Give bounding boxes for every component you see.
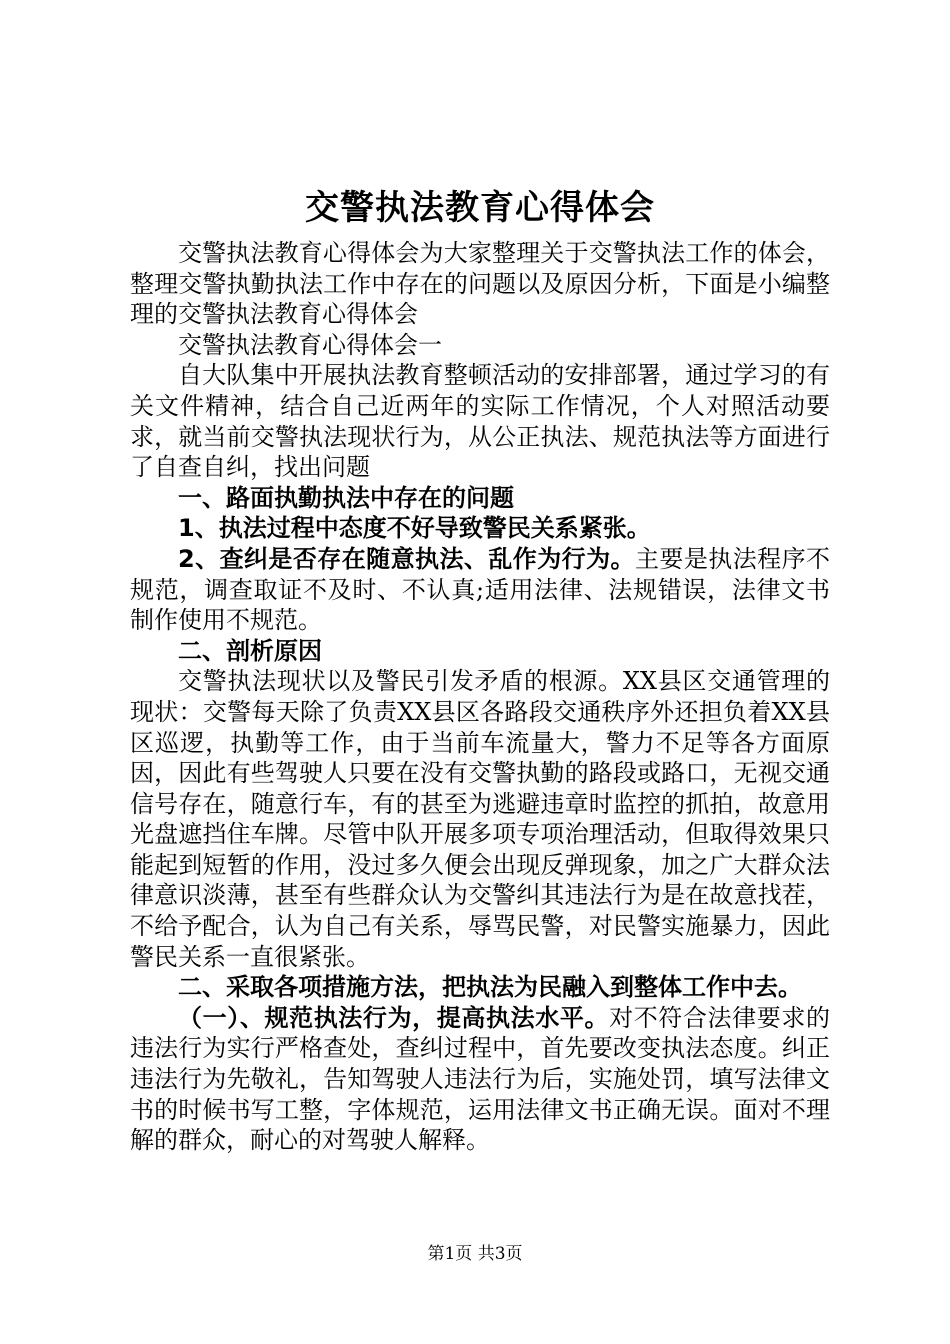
paragraph-text: 自大队集中开展执法教育整顿活动的安排部署，通过学习的有关文件精神，结合自己近两年的实际工作情况，个人对照活动要求，就当前交警执法现状行为，从公正执法、规范执法等方面进行了自查自纠，找出问题 [130,361,830,482]
paragraph-subtitle [130,330,830,361]
page-number-label: 第1页 共3页 [427,1244,523,1264]
section-heading-measures [130,972,830,1003]
paragraph-text: 主要是执法程序不规范，调查取证不及时、不认真;适用法律、法规错误，法律文书制作使用不规范。 [130,544,831,635]
measure-item-1 [130,1003,830,1156]
heading-text: 二、剖析原因 [178,636,322,665]
paragraph-text: 交警执法教育心得体会为大家整理关于交警执法工作的体会，整理交警执勤执法工作中存在的问题以及原因分析，下面是小编整理的交警执法教育心得体会 [130,239,830,329]
document-page [130,178,830,1156]
heading-text: （一）、规范执法行为，提高执法水平。 [178,1003,610,1032]
page-footer [0,1242,950,1266]
heading-text: 1、执法过程中态度不好导致警民关系紧张。 [178,514,651,543]
document-title: 交警执法教育心得体会 [305,188,655,228]
heading-text: 一、路面执勤执法中存在的问题 [178,483,514,512]
paragraph-text: 交警执法教育心得体会一 [178,330,442,359]
document-body [130,238,830,1156]
heading-text: 2、查纠是否存在随意执法、乱作为行为。 [178,544,635,573]
paragraph-intro [130,238,830,330]
paragraph-self-check [130,360,830,482]
paragraph-text: 对不符合法律要求的违法行为实行严格查处，查纠过程中，首先要改变执法态度。纠正违法行为先敬礼，告知驾驶人违法行为后，实施处罚，填写法律文书的时候书写工整，字体规范，运用法律文书正确无误。面对不理解的群众，耐心的对驾驶人解释。 [130,1003,831,1155]
problem-item-1 [130,513,830,544]
section-heading-problems [130,483,830,514]
problem-item-2 [130,544,830,636]
paragraph-analysis [130,666,830,972]
paragraph-text: 交警执法现状以及警民引发矛盾的根源。XX县区交通管理的现状：交警每天除了负责XX县区各路段交通秩序外还担负着XX县区巡逻，执勤等工作，由于当前车流量大，警力不足等各方面原因，因此有些驾驶人只要在没有交警执勤的路段或路口，无视交通信号存在，随意行车，有的甚至为逃避违章时监控的抓拍，故意用光盘遮挡住车牌。尽管中队开展多项专项治理活动，但取得效果只能起到短暂的作用，没过多久便会出现反弹现象，加之广大群众法律意识淡薄，甚至有些群众认为交警纠其违法行为是在故意找茬，不给予配合，认为自己有关系，辱骂民警，对民警实施暴力，因此警民关系一直很紧张。 [130,667,830,971]
heading-text: 二、采取各项措施方法，把执法为民融入到整体工作中去。 [178,973,802,1002]
section-heading-analysis [130,636,830,667]
